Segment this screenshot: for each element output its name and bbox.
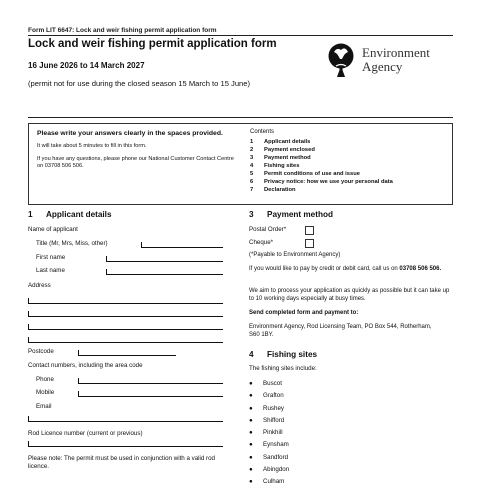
list-item: ● Sandford xyxy=(249,453,289,461)
tree-logo-icon xyxy=(326,42,356,80)
list-item: ● Eynsham xyxy=(249,441,289,449)
email-field[interactable] xyxy=(28,417,223,422)
cheque-checkbox[interactable] xyxy=(305,239,314,248)
licence-note: Please note: The permit must be used in conjunction with a valid rod licence. xyxy=(28,455,215,471)
postcode-label: Postcode xyxy=(28,348,54,355)
address-line-2-field[interactable] xyxy=(28,312,223,317)
logo-line-2: Agency xyxy=(362,59,403,74)
section-4-heading: 4 Fishing sites xyxy=(249,350,318,359)
contents-item[interactable]: 2 Payment enclosed xyxy=(250,147,315,153)
postal-order-label: Postal Order* xyxy=(249,226,287,233)
cheque-label: Cheque* xyxy=(249,239,274,246)
postcode-field[interactable] xyxy=(78,351,176,356)
fishing-sites-intro: The fishing sites include: xyxy=(249,365,317,372)
contents-item[interactable]: 1 Applicant details xyxy=(250,139,311,145)
list-item: ● Culham xyxy=(249,478,285,486)
contents-list xyxy=(250,128,450,194)
time-note: It will take about 5 minutes to fill in this form. xyxy=(37,143,147,149)
address-line-4-field[interactable] xyxy=(28,338,223,343)
section-3-heading: 3 Payment method xyxy=(249,210,333,219)
title-label: Title (Mr, Mrs, Miss, other) xyxy=(36,240,108,247)
name-of-applicant-label: Name of applicant xyxy=(28,226,78,233)
first-name-label: First name xyxy=(36,254,66,261)
email-label: Email xyxy=(36,403,52,410)
top-rule xyxy=(28,35,453,36)
address-line-3-field[interactable] xyxy=(28,325,223,330)
postal-address: Environment Agency, Rod Licensing Team, PO Box 544, Rotherham, S60 1BY. xyxy=(249,324,432,339)
list-item: ● Grafton xyxy=(249,392,284,400)
contact-note: If you have any questions, please phone our National Customer Contact Centre on 03708 506 506. xyxy=(37,155,234,169)
rod-licence-field[interactable] xyxy=(28,442,223,447)
permit-dates: 16 June 2026 to 14 March 2027 xyxy=(28,61,145,70)
form-id: Form LIT 6647: Lock and weir fishing permit application form xyxy=(28,27,217,34)
first-name-field[interactable] xyxy=(106,257,223,262)
closed-season-note: (permit not for use during the closed season 15 March to 15 June) xyxy=(28,79,251,88)
mobile-label: Mobile xyxy=(36,389,55,396)
mobile-field[interactable] xyxy=(78,392,223,397)
list-item: ● Abingdon xyxy=(249,466,290,474)
contents-item[interactable]: 4 Fishing sites xyxy=(250,163,300,169)
card-payment-note xyxy=(249,265,454,273)
contact-numbers-label: Contact numbers, including the area code xyxy=(28,362,143,369)
list-item: ● Pinkhill xyxy=(249,429,283,437)
contents-item[interactable]: 6 Privacy notice: how we use your personal data xyxy=(250,179,393,185)
header-rule xyxy=(28,117,453,118)
contents-item[interactable]: 5 Permit conditions of use and issue xyxy=(250,171,360,177)
title-field[interactable] xyxy=(141,243,223,248)
section-1-heading: 1 Applicant details xyxy=(28,210,112,219)
contents-heading: Contents xyxy=(250,129,275,135)
list-item: ● Rushey xyxy=(249,404,284,412)
fishing-sites-list xyxy=(249,378,289,489)
list-item: ● Buscot xyxy=(249,380,282,387)
rod-licence-label: Rod Licence number (current or previous) xyxy=(28,430,143,437)
phone-label: Phone xyxy=(36,376,54,383)
list-item: ● Shifford xyxy=(249,416,285,424)
card-phone-number: 03708 506 506. xyxy=(399,266,442,272)
phone-field[interactable] xyxy=(78,379,223,384)
contents-item[interactable]: 7 Declaration xyxy=(250,187,296,193)
instructions-heading: Please write your answers clearly in the spaces provided. xyxy=(37,130,223,137)
address-label: Address xyxy=(28,282,51,289)
environment-agency-logo xyxy=(326,42,456,82)
instructions-box xyxy=(28,123,453,205)
logo-wordmark xyxy=(362,46,430,74)
last-name-label: Last name xyxy=(36,267,65,274)
postal-order-checkbox[interactable] xyxy=(305,226,314,235)
contents-item[interactable]: 3 Payment method xyxy=(250,155,311,161)
processing-note: We aim to process your application as quickly as possible but it can take up to 10 working days especially at busy times. xyxy=(249,288,450,303)
instructions xyxy=(37,129,237,171)
send-to-heading: Send completed form and payment to: xyxy=(249,310,359,316)
page-title: Lock and weir fishing permit application form xyxy=(28,38,277,50)
last-name-field[interactable] xyxy=(106,270,223,275)
card-note-text: If you would like to pay by credit or debit card, call us on xyxy=(249,266,398,272)
payable-note: (*Payable to Environment Agency) xyxy=(249,252,341,258)
address-line-1-field[interactable] xyxy=(28,299,223,304)
logo-line-1: Environment xyxy=(362,45,430,60)
